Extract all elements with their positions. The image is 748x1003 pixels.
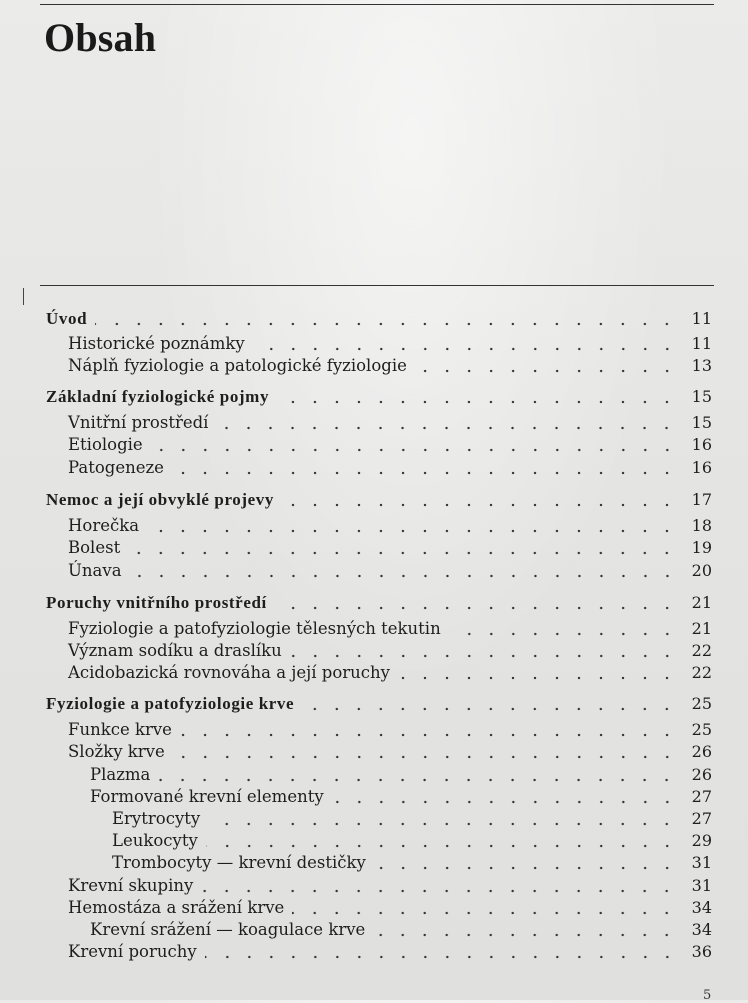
toc-entry	[68, 719, 712, 741]
toc-entry-page: 21	[691, 619, 712, 638]
toc-entry-page: 21	[691, 593, 712, 612]
dot-leader	[172, 471, 678, 475]
toc-entry	[68, 537, 712, 559]
toc-entry-title: Poruchy vnitřního prostředí	[46, 593, 267, 612]
toc-entry-title: Náplň fyziologie a patologické fyziologie	[68, 356, 407, 375]
toc-entry-title: Krevní skupiny	[68, 876, 194, 895]
toc-entry-page: 15	[691, 413, 712, 432]
dot-leader	[415, 369, 678, 373]
toc-entry-title: Historické poznámky	[68, 334, 245, 353]
toc-entry	[68, 618, 712, 640]
dot-leader	[130, 574, 678, 578]
dot-leader	[95, 322, 678, 326]
toc-entry-page: 19	[691, 538, 712, 557]
toc-entry	[68, 640, 712, 662]
toc-entry-title: Únava	[68, 561, 122, 580]
dot-leader	[158, 778, 678, 782]
toc-entry-page: 36	[691, 942, 712, 961]
toc-entry	[90, 786, 712, 808]
toc-entry-page: 29	[691, 831, 712, 850]
dot-leader	[205, 955, 678, 959]
dot-leader	[128, 551, 678, 555]
toc-entry	[68, 457, 712, 479]
toc-entry-title: Úvod	[46, 309, 88, 328]
page-title: Obsah	[44, 15, 157, 60]
dot-leader	[290, 654, 678, 658]
dot-leader	[216, 426, 678, 430]
toc-entry-title: Horečka	[68, 516, 140, 535]
dot-leader	[449, 632, 678, 636]
toc-entry-title: Acidobazická rovnováha a její poruchy	[68, 663, 390, 682]
page-number: 5	[703, 988, 712, 1003]
toc-entry	[68, 515, 712, 537]
dot-leader	[180, 733, 678, 737]
dot-leader	[302, 707, 678, 711]
toc-entry-title: Leukocyty	[112, 831, 198, 850]
toc-entry-page: 22	[691, 641, 712, 660]
toc-entry-title: Význam sodíku a draslíku	[68, 641, 282, 660]
toc-entry-title: Patogeneze	[68, 458, 164, 477]
toc-section-entry	[46, 693, 712, 715]
dot-leader	[374, 866, 678, 870]
dot-leader	[253, 347, 678, 351]
toc-entry	[112, 808, 712, 830]
dot-leader	[292, 911, 678, 915]
toc-entry-title: Hemostáza a srážení krve	[68, 898, 285, 917]
toc-entry	[68, 897, 712, 919]
toc-entry-page: 26	[691, 742, 712, 761]
toc-entry	[68, 333, 712, 355]
toc-entry-page: 25	[691, 720, 712, 739]
dot-leader	[208, 822, 678, 826]
toc-entry	[112, 830, 712, 852]
toc-entry	[68, 434, 712, 456]
dot-leader	[206, 844, 678, 848]
toc-entry-page: 16	[691, 435, 712, 454]
toc-entry	[68, 875, 712, 897]
toc-entry-title: Základní fyziologické pojmy	[46, 387, 270, 406]
toc-entry-page: 18	[691, 516, 712, 535]
toc-entry-page: 31	[691, 876, 712, 895]
toc-entry-title: Funkce krve	[68, 720, 172, 739]
toc-entry-page: 25	[691, 694, 712, 713]
toc-entry-page: 15	[691, 387, 712, 406]
dot-leader	[147, 529, 678, 533]
dot-leader	[398, 676, 678, 680]
toc-section-entry	[46, 592, 712, 614]
toc-entry-page: 27	[691, 787, 712, 806]
toc-section-entry	[46, 386, 712, 408]
toc-entry	[90, 919, 712, 941]
toc-entry-page: 22	[691, 663, 712, 682]
toc-entry-title: Trombocyty — krevní destičky	[112, 853, 366, 872]
toc-entry-title: Plazma	[90, 765, 151, 784]
dot-leader	[173, 755, 678, 759]
toc-entry	[68, 662, 712, 684]
dot-leader	[151, 448, 678, 452]
dot-leader	[201, 889, 678, 893]
toc-section-entry	[46, 308, 712, 330]
toc-entry-title: Složky krve	[68, 742, 165, 761]
toc-entry	[68, 741, 712, 763]
toc-entry	[112, 852, 712, 874]
toc-entry-title: Nemoc a její obvyklé projevy	[46, 490, 274, 509]
toc-entry	[68, 412, 712, 434]
toc-entry	[68, 355, 712, 377]
dot-leader	[282, 503, 678, 507]
dot-leader	[332, 800, 678, 804]
toc-entry-title: Vnitřní prostředí	[68, 413, 209, 432]
toc-entry-page: 31	[691, 853, 712, 872]
toc-entry-title: Fyziologie a patofyziologie tělesných tekutin	[68, 619, 441, 638]
toc-entry-page: 34	[691, 920, 712, 939]
toc-entry-page: 13	[691, 356, 712, 375]
toc-entry-title: Krevní poruchy	[68, 942, 197, 961]
toc-entry	[68, 560, 712, 582]
toc-entry-page: 11	[691, 334, 712, 353]
toc-entry-page: 26	[691, 765, 712, 784]
dot-leader	[277, 400, 678, 404]
toc-entry-title: Krevní srážení — koagulace krve	[90, 920, 366, 939]
dot-leader	[275, 606, 678, 610]
toc-entry-page: 27	[691, 809, 712, 828]
dot-leader	[373, 933, 678, 937]
toc-entry	[68, 941, 712, 963]
toc-entry	[90, 764, 712, 786]
toc-entry-title: Bolest	[68, 538, 121, 557]
toc-entry-page: 17	[691, 490, 712, 509]
toc-entry-title: Fyziologie a patofyziologie krve	[46, 694, 295, 713]
toc-entry-title: Formované krevní elementy	[90, 787, 324, 806]
toc-entry-title: Erytrocyty	[112, 809, 201, 828]
toc-entry-title: Etiologie	[68, 435, 143, 454]
toc-section-entry	[46, 489, 712, 511]
toc-entry-page: 34	[691, 898, 712, 917]
toc-entry-page: 16	[691, 458, 712, 477]
toc-entry-page: 20	[691, 561, 712, 580]
toc-entry-page: 11	[691, 309, 712, 328]
